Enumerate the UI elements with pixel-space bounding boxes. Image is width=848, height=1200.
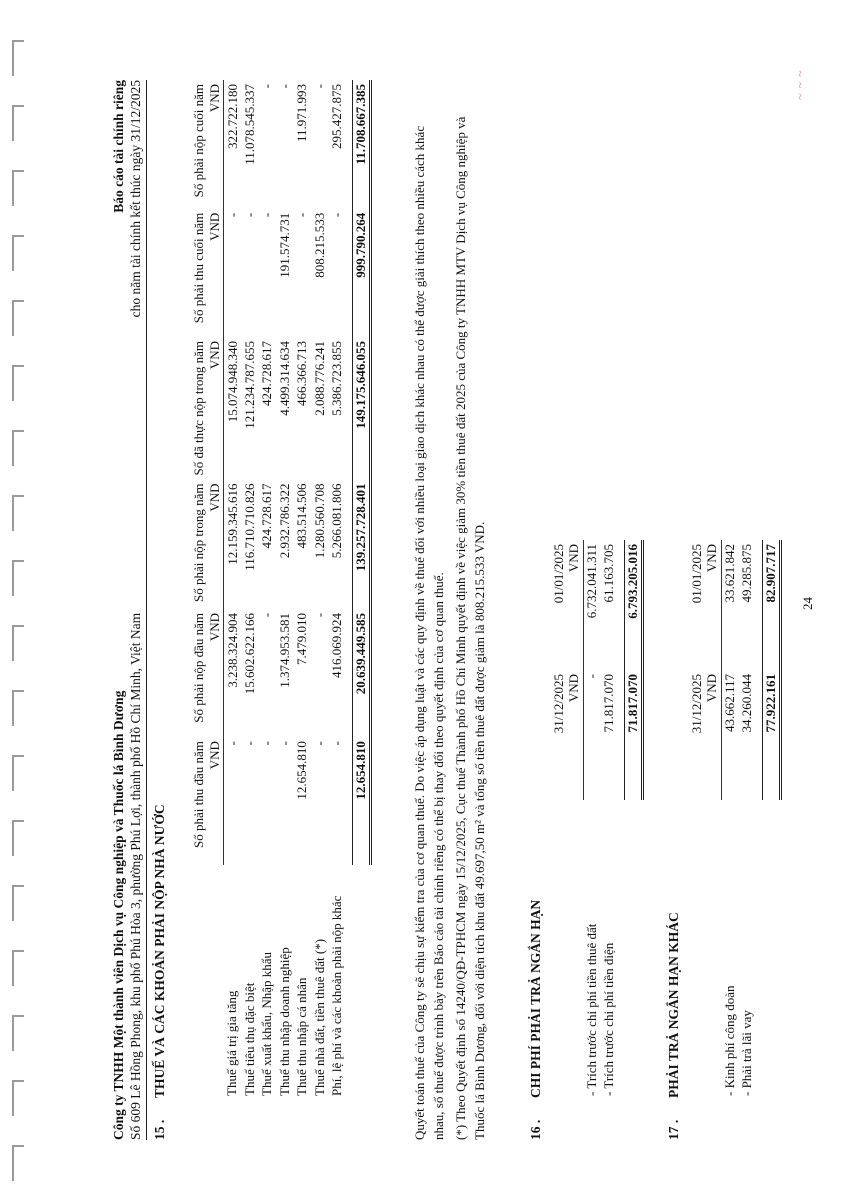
value-cell: - [311, 741, 327, 746]
value-cell: - [329, 212, 345, 218]
value-cell: - [224, 741, 240, 746]
column-header: Số phải thu đầu năm [191, 741, 206, 848]
binding-hole [12, 1145, 24, 1181]
total-label-cell [624, 800, 642, 1100]
row-label: Phí, lệ phí và các khoản phải nộp khác [329, 895, 345, 1096]
row-label: Thuế nhà đất, tiền thuê đất (*) [311, 938, 327, 1096]
value-cell: 11.078.545.337 [241, 84, 257, 165]
value-cell: 61.163.705 [601, 544, 617, 603]
row-label: - Trích trước chi phí tiền thuê đất [583, 923, 599, 1096]
value-cell: 191.574.731 [276, 212, 292, 278]
binding-hole [12, 105, 24, 141]
unit-label-cell [206, 865, 224, 1100]
section-16-title [528, 900, 544, 1140]
value-cell: 808.215.533 [311, 212, 327, 278]
row-label: - Phải trả lãi vay [739, 1010, 755, 1096]
value-cell: - [329, 741, 345, 746]
total-row [624, 540, 642, 1100]
section-heading: CHI PHÍ PHẢI TRẢ NGẮN HẠN [528, 899, 543, 1098]
value-cell: 33.621.842 [722, 544, 737, 603]
header-divider [146, 80, 147, 1140]
binding-hole [12, 1080, 24, 1116]
company-name: Công ty TNHH Một thành viên Dịch vụ Công nghiệp và Thuốc lá Bình Dương [111, 690, 126, 1140]
binding-holes [4, 0, 28, 1200]
binding-hole [12, 365, 24, 401]
value-cell: 416.069.924 [329, 612, 345, 678]
total-cell: 999.790.264 [352, 209, 370, 337]
unit-cell: VND [704, 670, 722, 800]
value-cell: - [259, 741, 275, 746]
value-cell: 7.479.010 [294, 612, 310, 665]
value-cell: - [241, 212, 257, 218]
value-cell: - [224, 212, 240, 218]
table-row [259, 80, 277, 1100]
column-header: Số phải thu cuối năm [191, 212, 206, 324]
unit-cell: VND [206, 737, 224, 865]
tax-note-paragraph: Quyết toán thuế của Công ty sẽ chịu sự kiểm tra của cơ quan thuế. Do việc áp dụng luật và các quy định về thuế đối với nhiều loại giao dịch khác nhau có thể được giải thích theo nhiều cách khác nhau, số thuế được trình bày trên Báo cáo tài chính riêng có thể bị thay đổi theo quyết định của cơ quan thuế. [412, 125, 446, 1140]
value-cell: 12.654.810 [294, 741, 310, 800]
binding-hole [12, 1015, 24, 1051]
total-cell: 149.175.646.055 [352, 337, 370, 480]
page-number: 24 [800, 597, 815, 610]
value-cell: 15.602.622.166 [241, 612, 257, 695]
value-cell: - [294, 212, 310, 218]
value-cell: - [259, 612, 275, 618]
binding-hole [12, 885, 24, 921]
column-header: Số phải nộp cuối năm [191, 84, 206, 198]
unit-cell: VND [206, 209, 224, 337]
table-row [311, 80, 329, 1100]
total-row [352, 80, 370, 1100]
tax-note-paragraph: (*) Theo Quyết định số 14240/QĐ-TPHCM ngày 15/12/2025, Cục thuế Thành phố Hồ Chí Minh quyết định về việc giảm 30% tiền thuê đất 2025 của Công ty TNHH MTV Dịch vụ Công nghiệp và Thuốc lá Bình Dương, đối với diện tích khu đất 49.697,50 m² và tổng số tiền thuê đất được giảm là 808.215.533 VND. [453, 116, 487, 1140]
value-cell: 322.722.180 [224, 84, 240, 149]
table-row [739, 540, 757, 1100]
row-label: Thuế thu nhập doanh nghiệp [276, 947, 292, 1096]
value-cell: - [276, 741, 292, 746]
total-row [762, 540, 780, 1100]
binding-hole [12, 690, 24, 726]
column-header: Số phải nộp đầu năm [191, 612, 206, 723]
unit-cell: VND [206, 337, 224, 480]
total-cell: 6.793.205.016 [624, 540, 642, 670]
value-cell: 5.386.723.855 [329, 340, 345, 416]
total-cell: 12.654.810 [352, 737, 370, 865]
value-cell: - [259, 84, 275, 89]
column-header: 01/01/2025 [688, 544, 704, 604]
row-label: Thuế xuất khẩu, Nhập khẩu [259, 951, 275, 1096]
value-cell: 3.238.324.904 [224, 612, 240, 688]
tax-table [170, 80, 372, 1100]
value-cell: 6.732.041.311 [584, 544, 599, 619]
value-cell: - [584, 674, 599, 679]
value-cell: 34.260.044 [739, 674, 755, 733]
value-cell: 2.088.776.241 [311, 340, 327, 416]
table-row [329, 80, 347, 1100]
section-15-title [152, 804, 168, 1140]
margin-mark: ~ ~ ~ [793, 69, 807, 100]
total-cell: 11.708.667.385 [352, 80, 370, 209]
value-cell: 483.514.506 [294, 483, 310, 549]
unit-cell: VND [206, 609, 224, 737]
value-cell: - [311, 84, 327, 89]
accrued-expenses-table [548, 540, 644, 1100]
value-cell: 121.234.787.655 [241, 340, 257, 429]
section-17-title [666, 912, 682, 1140]
value-cell: 15.074.948.340 [224, 340, 240, 423]
total-cell: 139.257.728.401 [352, 480, 370, 609]
company-header [110, 500, 144, 1140]
value-cell: - [276, 84, 292, 89]
header-label-cell [548, 800, 566, 1100]
table-row [601, 540, 619, 1100]
total-cell: 71.817.070 [624, 670, 642, 800]
value-cell: 5.266.081.806 [329, 483, 345, 559]
header-label-cell [170, 865, 206, 1100]
binding-hole [12, 430, 24, 466]
unit-label-cell [704, 800, 722, 1100]
row-label: Thuế tiêu thụ đặc biệt [241, 982, 257, 1096]
binding-hole [12, 560, 24, 596]
section-heading: PHẢI TRẢ NGẮN HẠN KHÁC [666, 912, 681, 1098]
binding-hole [12, 755, 24, 791]
table-row [276, 80, 294, 1100]
value-cell: 466.366.713 [294, 340, 310, 406]
section-number: 17 . [666, 1119, 681, 1140]
value-cell: 1.374.953.581 [276, 612, 292, 688]
value-cell: - [241, 741, 257, 746]
binding-hole [12, 235, 24, 271]
binding-hole [12, 820, 24, 856]
value-cell: 1.280.560.708 [311, 483, 327, 559]
value-cell: 116.710.710.826 [241, 483, 257, 571]
table-row [721, 540, 739, 1100]
column-header: 31/12/2025 [550, 674, 566, 734]
row-label: - Kinh phí công đoàn [721, 985, 737, 1096]
value-cell: 2.932.786.322 [276, 483, 292, 559]
value-cell: 4.499.314.634 [276, 340, 292, 416]
total-label-cell [762, 800, 780, 1100]
total-cell: 82.907.717 [762, 540, 780, 670]
value-cell: 71.817.070 [601, 674, 617, 733]
unit-cell: VND [566, 670, 584, 800]
section-number: 15 . [152, 1119, 167, 1140]
value-cell: - [259, 212, 275, 218]
binding-hole [12, 625, 24, 661]
header-label-cell [686, 800, 704, 1100]
unit-cell: VND [206, 80, 224, 209]
value-cell: 49.285.875 [739, 544, 755, 603]
row-label: Thuế thu nhập cá nhân [294, 977, 310, 1096]
column-header: Số phải nộp trong năm [191, 483, 206, 602]
total-cell: 77.922.161 [762, 670, 780, 800]
total-cell: 20.639.449.585 [352, 609, 370, 737]
table-row [583, 540, 601, 1100]
binding-hole [12, 40, 24, 76]
unit-cell: VND [566, 540, 584, 670]
section-number: 16 . [528, 1119, 543, 1140]
row-label: Thuế giá trị gia tăng [224, 990, 240, 1096]
value-cell: 12.159.345.616 [224, 483, 240, 565]
unit-cell: VND [206, 480, 224, 609]
report-title: Báo cáo tài chính riêng [111, 80, 126, 213]
section-heading: THUẾ VÀ CÁC KHOẢN PHẢI NỘP NHÀ NƯỚC [152, 804, 167, 1098]
total-label-cell [352, 865, 370, 1100]
report-period: cho năm tài chính kết thúc ngày 31/12/2025 [128, 80, 143, 318]
value-cell: 295.427.875 [329, 84, 345, 149]
value-cell: 43.662.117 [722, 674, 737, 733]
other-payables-table [686, 540, 782, 1100]
unit-cell: VND [704, 540, 722, 670]
rotated-page [28, 0, 848, 1200]
value-cell: 424.728.617 [259, 340, 275, 406]
tax-notes [410, 100, 492, 1140]
table-row [294, 80, 312, 1100]
binding-hole [12, 950, 24, 986]
table-row [224, 80, 242, 1100]
row-label: - Trích trước chi phí tiền điện [601, 942, 617, 1096]
report-header [110, 80, 144, 500]
company-address: Số 609 Lê Hồng Phong, khu phố Phú Hòa 3, phường Phú Lợi, thành phố Hồ Chí Minh, Việt Nam [128, 612, 143, 1140]
unit-label-cell [566, 800, 584, 1100]
table-row [241, 80, 259, 1100]
column-header: 31/12/2025 [688, 674, 704, 734]
value-cell: 11.971.993 [294, 84, 310, 143]
binding-hole [12, 495, 24, 531]
value-cell: - [311, 612, 327, 618]
binding-hole [12, 170, 24, 206]
binding-hole [12, 300, 24, 336]
value-cell: 424.728.617 [259, 483, 275, 549]
column-header: Số đã thực nộp trong năm [191, 340, 206, 476]
column-header: 01/01/2025 [550, 544, 566, 604]
